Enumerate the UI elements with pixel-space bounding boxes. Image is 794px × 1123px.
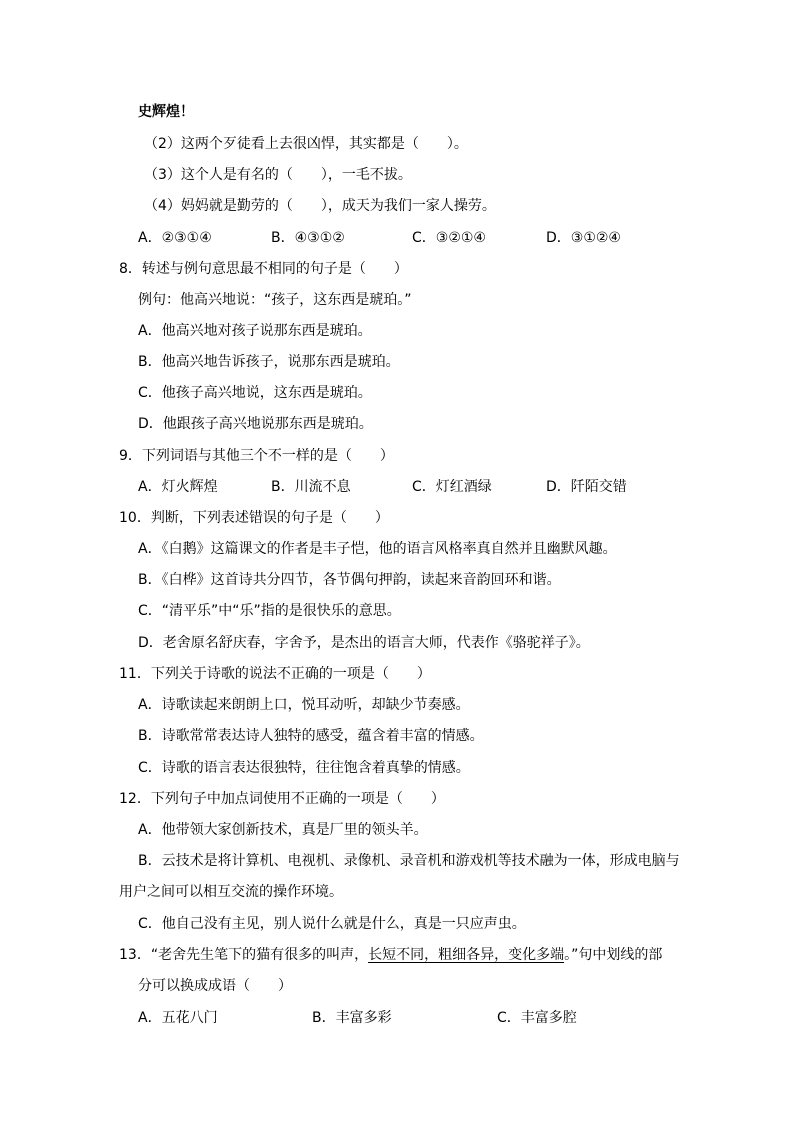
option-c: C．灯红酒绿	[412, 479, 492, 495]
option-a: A．②③①④	[138, 230, 212, 246]
text-line: （4）妈妈就是勤劳的（ ），成天为我们一家人操劳。	[144, 198, 496, 214]
option-d: D．③①②④	[546, 230, 621, 246]
option-c: C．诗歌的语言表达很独特，往往饱含着真挚的情感。	[138, 760, 470, 776]
option-b: B．诗歌常常表达诗人独特的感受，蕴含着丰富的情感。	[138, 728, 484, 744]
option-a: A．五花八门	[138, 1010, 218, 1026]
option-a: A．《白鹅》这篇课文的作者是丰子恺，他的语言风格率真自然并且幽默风趣。	[138, 541, 617, 557]
question-10: 10．判断，下列表述错误的句子是（ ）	[119, 510, 389, 526]
option-b: B．《白桦》这首诗共分四节，各节偶句押韵，读起来音韵回环和谐。	[138, 572, 561, 588]
option-a: A．灯火辉煌	[138, 479, 218, 495]
option-c: C．“清平乐”中“乐”指的是很快乐的意思。	[138, 603, 401, 619]
option-a: A．诗歌读起来朗朗上口，悦耳动听，却缺少节奏感。	[138, 697, 470, 713]
question-13-text-end: 。”句中划线的部	[564, 947, 663, 963]
question-13-text: 13．“老舍先生笔下的猫有很多的叫声，	[119, 947, 369, 963]
option-b-continued: 用户之间可以相互交流的操作环境。	[119, 884, 343, 900]
option-c: C．他自己没有主见，别人说什么就是什么，真是一只应声虫。	[138, 916, 526, 932]
option-a: A．他高兴地对孩子说那东西是琥珀。	[138, 323, 372, 339]
option-c: C．丰富多腔	[497, 1010, 577, 1026]
question-13	[119, 946, 662, 964]
question-9: 9．下列词语与其他三个不一样的是（ ）	[119, 448, 394, 464]
text-line: （3）这个人是有名的（ ），一毛不拔。	[144, 167, 412, 183]
option-d: D．老舍原名舒庆春，字舍予，是杰出的语言大师，代表作《骆驼祥子》。	[138, 635, 590, 651]
question-11: 11．下列关于诗歌的说法不正确的一项是（ ）	[119, 666, 431, 682]
option-d: D．阡陌交错	[546, 479, 627, 495]
option-b: B．丰富多彩	[312, 1010, 392, 1026]
option-b: B．云技术是将计算机、电视机、录像机、录音机和游戏机等技术融为一体，形成电脑与	[138, 853, 680, 869]
option-c: C．他孩子高兴地说，这东西是琥珀。	[138, 385, 372, 401]
example-sentence: 例句：他高兴地说：“孩子，这东西是琥珀。”	[138, 292, 412, 308]
underlined-phrase: 长短不同，粗细各异，变化多端	[368, 947, 565, 963]
option-a: A．他带领大家创新技术，真是厂里的领头羊。	[138, 822, 428, 838]
text-line: 史辉煌！	[138, 104, 194, 120]
option-b: B．④③①②	[271, 230, 345, 246]
text-line: （2）这两个歹徒看上去很凶悍，其实都是（ ）。	[144, 136, 468, 152]
question-12: 12．下列句子中加点词使用不正确的一项是（ ）	[119, 791, 445, 807]
option-c: C．③②①④	[412, 230, 486, 246]
option-b: B．川流不息	[271, 479, 351, 495]
option-b: B．他高兴地告诉孩子，说那东西是琥珀。	[138, 354, 400, 370]
question-13-continued: 分可以换成成语（ ）	[138, 978, 292, 994]
option-d: D．他跟孩子高兴地说那东西是琥珀。	[138, 416, 373, 432]
question-8: 8．转述与例句意思最不相同的句子是（ ）	[119, 261, 408, 277]
